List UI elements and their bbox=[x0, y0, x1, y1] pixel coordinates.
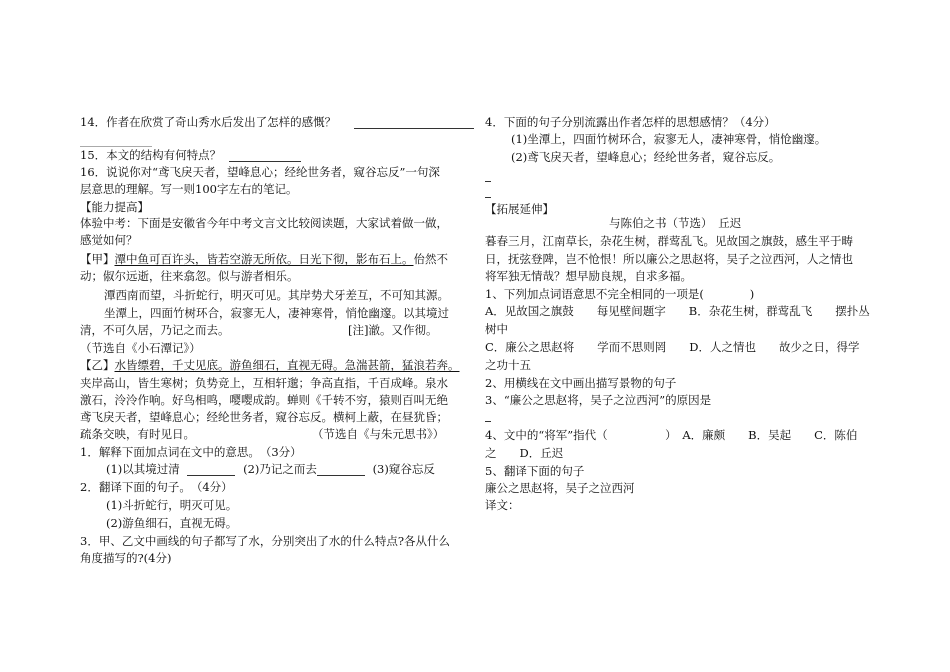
q4-answer-area bbox=[485, 168, 491, 182]
r-question-1-options-cd: C．廉公之思赵将 学而不思则罔 D．人之情也 故少之日，得学 bbox=[485, 340, 860, 354]
q15-line bbox=[80, 148, 301, 162]
question-2: 2．翻译下面的句子。 （4分） bbox=[80, 480, 233, 494]
question-3-line-1: 3．甲、乙文中画线的句子都写了水，分别突出了水的什么特点?各从什么 bbox=[80, 534, 450, 548]
r-question-2: 2、用横线在文中画出描写景物的句子 bbox=[485, 376, 677, 390]
q16-line-1: 16．说说你对“鸢飞戾天者，望峰息心；经纶世务者，窥谷忘反”一句深 bbox=[80, 165, 440, 179]
jia-tag: 【甲】 bbox=[80, 252, 115, 266]
yi-line-2: 夹岸高山，皆生寒树；负势竞上，互相轩邈；争高直指，千百成峰。泉水 bbox=[80, 376, 448, 390]
passage-line-3: 将军独无情哉？想早励良规，自求多福。 bbox=[485, 269, 692, 283]
r-question-4: 4、文中的“将军”指代（ ） A．廉颇 B．吴起 C．陈伯 bbox=[485, 428, 858, 442]
q15-text: 15．本文的结构有何特点？ bbox=[80, 148, 222, 162]
q4-item-a: (1)坐潭上，四面竹树环合，寂寥无人，凄神寒骨，悄怆幽邃。 bbox=[511, 132, 827, 146]
q16-line-2: 层意思的理解。写一则100字左右的笔记。 bbox=[80, 182, 298, 196]
jia-line-3: 潭西南而望，斗折蛇行，明灭可见。其岸势犬牙差互，不可知其源。 bbox=[104, 288, 449, 302]
q4-item-b: (2)鸢飞戾天者，望峰息心；经纶世务者，窥谷忘反。 bbox=[511, 150, 781, 164]
jia-line-5 bbox=[80, 323, 438, 337]
q14-line bbox=[80, 115, 474, 129]
jia-line-2: 动；俶尔远逝，往来翕忽。似与游者相乐。 bbox=[80, 269, 299, 283]
yi-underlined-sentence: 水皆缥碧，千丈见底。游鱼细石，直视无碍。急湍甚箭，猛浪若奔。 bbox=[114, 358, 460, 372]
yi-line-3: 激石，泠泠作响。好鸟相鸣，嘤嘤成韵。蝉则《千转不穷，猿则百叫无绝 bbox=[80, 393, 448, 407]
r-question-5-translation-label: 译文： bbox=[485, 498, 520, 512]
q1-blank-b[interactable] bbox=[317, 463, 365, 476]
r-question-1-options-cd-cont: 之功十五 bbox=[485, 358, 531, 372]
jia-line-5-text: 清，不可久居，乃记之而去。 bbox=[80, 323, 230, 337]
q4-answer-blank-2[interactable] bbox=[485, 185, 491, 198]
r3-answer-blank[interactable] bbox=[485, 409, 491, 422]
q14-text: 14．作者在欣赏了奇山秀水后发出了怎样的感慨？ bbox=[80, 115, 337, 129]
r-question-5-sentence: 廉公之思赵将，吴子之泣西河 bbox=[485, 481, 635, 495]
q1-item-c: (3)窥谷忘反 bbox=[372, 462, 435, 476]
r-question-3: 3、“廉公之思赵将，吴子之泣西河”的原因是 bbox=[485, 393, 712, 407]
yi-source: （节选自《与朱元思书》） bbox=[312, 427, 445, 441]
q4-answer-area-2 bbox=[485, 184, 491, 198]
q14-answer-blank[interactable] bbox=[354, 116, 474, 129]
q15-answer-blank[interactable] bbox=[229, 149, 301, 162]
q1-blank-a[interactable] bbox=[187, 463, 235, 476]
r-question-4-cont: 之 D．丘迟 bbox=[485, 446, 564, 460]
yi-tag: 【乙】 bbox=[80, 358, 115, 372]
intro-line-2: 感觉如何？ bbox=[80, 233, 138, 247]
jia-line-1 bbox=[80, 252, 448, 266]
q14-continuation bbox=[80, 133, 152, 147]
q1-item-b: (2)乃记之而去 bbox=[243, 462, 317, 476]
r-question-1-options-ab-cont: 树中 bbox=[485, 322, 508, 336]
passage-title: 与陈伯之书（节选） 丘迟 bbox=[609, 216, 742, 230]
r-question-1: 1、下列加点词语意思不完全相同的一项是( ) bbox=[485, 287, 755, 301]
passage-line-2: 日，抚弦登陴，岂不怆恨！所以廉公之思赵将，吴子之泣西河，人之情也 bbox=[485, 252, 853, 266]
intro-line-1: 体验中考：下面是安徽省今年中考文言文比较阅读题，大家试着做一做， bbox=[80, 216, 448, 230]
section-title-ability: 【能力提高】 bbox=[80, 200, 149, 214]
passage-line-1: 暮春三月，江南草长，杂花生树，群莺乱飞。见故国之旗鼓，感生平于畴 bbox=[485, 234, 853, 248]
jia-line-4: 坐潭上，四面竹树环合，寂寥无人，凄神寒骨，悄怆幽邃。以其境过 bbox=[104, 306, 449, 320]
q2-item-b: (2)游鱼细石，直视无碍。 bbox=[106, 516, 238, 530]
jia-underlined-sentence: 潭中鱼可百许头，皆若空游无所依。日光下彻，影布石上。 bbox=[114, 252, 414, 266]
yi-line-5-text: 疏条交映，有时见日。 bbox=[80, 427, 195, 441]
question-1: 1．解释下面加点词在文中的意思。 （3分） bbox=[80, 445, 302, 459]
q4-answer-blank-1[interactable] bbox=[485, 169, 491, 182]
jia-note: [注]澈。又作彻。 bbox=[348, 323, 438, 337]
q14-answer-blank-2[interactable] bbox=[80, 134, 152, 147]
yi-line-4: 鸢飞戾天者，望峰息心；经纶世务者，窥谷忘反。横柯上蔽，在昼犹昏； bbox=[80, 410, 448, 424]
yi-line-1 bbox=[80, 358, 460, 372]
yi-line-5 bbox=[80, 427, 445, 441]
question-4: 4．下面的句子分别流露出作者怎样的思想感情？（4分） bbox=[485, 115, 776, 129]
q1-item-a: (1)以其境过清 bbox=[106, 462, 180, 476]
q2-item-a: (1)斗折蛇行，明灭可见。 bbox=[106, 498, 238, 512]
section-title-extension: 【拓展延伸】 bbox=[485, 202, 554, 216]
r-question-5: 5、翻译下面的句子 bbox=[485, 464, 585, 478]
r-question-3-answer bbox=[485, 408, 491, 422]
r-question-1-options-ab: A．见故国之旗鼓 每见壁间题字 B．杂花生树，群莺乱飞 摆扑丛 bbox=[485, 304, 870, 318]
jia-source: （节选自《小石潭记》） bbox=[80, 341, 201, 355]
question-1-items bbox=[106, 462, 435, 476]
jia-line-1-rest: 佁然不 bbox=[413, 252, 448, 266]
question-3-line-2: 角度描写的?(4分) bbox=[80, 551, 172, 565]
